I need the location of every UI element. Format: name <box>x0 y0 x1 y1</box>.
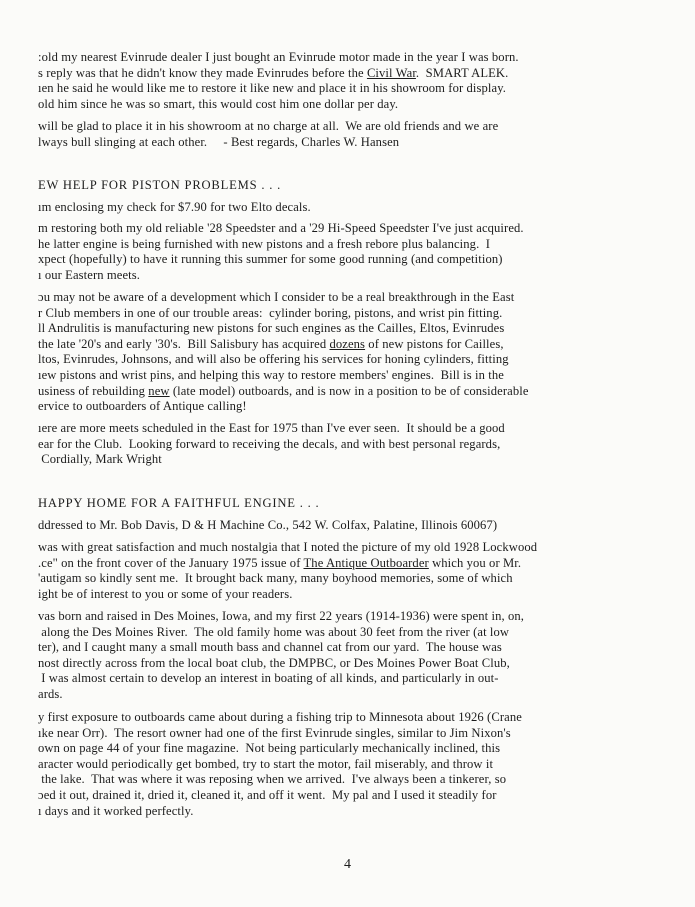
paragraph-line: m restoring both my old reliable '28 Speedster and a '29 Hi-Speed Speedster I've just acquired. <box>38 221 524 235</box>
paragraph-line: ddressed to Mr. Bob Davis, D & H Machine Co., 542 W. Colfax, Palatine, Illinois 60067) <box>38 518 498 532</box>
letter-1 <box>38 50 678 112</box>
section-title: EW HELP FOR PISTON PROBLEMS . . . <box>38 178 282 192</box>
paragraph-line: ı our Eastern meets. <box>38 267 141 282</box>
paragraph <box>38 290 678 415</box>
paragraph-line: Cordially, Mark Wright <box>38 452 162 467</box>
paragraph-line: ɔu may not be aware of a development which I consider to be a real breakthrough in the East <box>38 290 515 304</box>
paragraph-line: 'autigam so kindly sent me. It brought back many, many boyhood memories, some of which <box>38 571 513 586</box>
paragraph <box>38 609 678 703</box>
paragraph-line: ear for the Club. Looking forward to receiving the decals, and with best personal regards, <box>38 436 501 451</box>
page-number: 4 <box>344 857 351 872</box>
paragraph-line: y first exposure to outboards came about during a fishing trip to Minnesota about 1926 (Crane <box>38 710 522 724</box>
paragraph-line: usiness of rebuilding new (late model) outboards, and is now in a position to be of considerable <box>38 383 529 398</box>
paragraph-line: r Club members in one of our trouble areas: cylinder boring, pistons, and wrist pin fitting. <box>38 305 503 320</box>
address-line <box>38 518 678 534</box>
paragraph-line: I was almost certain to develop an interest in boating of all kinds, and particularly in out- <box>38 671 499 686</box>
paragraph-line: will be glad to place it in his showroom at no charge at all. We are old friends and we are <box>38 119 499 133</box>
underlined-text: The Antique Outboarder <box>303 555 429 570</box>
paragraph <box>38 221 678 283</box>
underlined-text: dozens <box>329 336 366 351</box>
paragraph-line: along the Des Moines River. The old family home was about 30 feet from the river (at low <box>38 624 510 639</box>
paragraph-line: ll Andrulitis is manufacturing new pistons for such engines as the Cailles, Eltos, Evinrudes <box>38 321 505 336</box>
paragraph-line: aracter would periodically get bombed, try to start the motor, fail miserably, and throw it <box>38 756 494 771</box>
paragraph-line: was with great satisfaction and much nostalgia that I noted the picture of my old 1928 Lockwood <box>38 540 538 554</box>
paragraph-line: ɔed it out, drained it, dried it, cleaned it, and off it went. My pal and I used it steadily for <box>38 787 497 802</box>
paragraph <box>38 540 678 602</box>
paragraph-line: .ce" on the front cover of the January 1975 issue of The Antique Outboarder which you or Mr. <box>38 555 522 570</box>
paragraph <box>38 710 678 819</box>
paragraph-line: :old my nearest Evinrude dealer I just bought an Evinrude motor made in the year I was born. <box>38 50 519 64</box>
paragraph-line: xpect (hopefully) to have it running this summer for some good running (and competition) <box>38 252 503 267</box>
section-title: HAPPY HOME FOR A FAITHFUL ENGINE . . . <box>38 496 320 510</box>
paragraph-line: ı days and it worked perfectly. <box>38 803 194 818</box>
paragraph-line: own on page 44 of your fine magazine. Not being particularly mechanically inclined, this <box>38 741 501 756</box>
paragraph-line: ltos, Evinrudes, Johnsons, and will also be offering his services for honing cylinders, fitting <box>38 352 509 367</box>
paragraph-line: lways bull slinging at each other. - Best regards, Charles W. Hansen <box>38 134 400 149</box>
paragraph-line: s reply was that he didn't know they made Evinrudes before the Civil War. SMART ALEK. <box>38 65 509 80</box>
paragraph-line: ıew pistons and wrist pins, and helping this way to restore members' engines. Bill is in the <box>38 367 504 382</box>
paragraph-line: ıen he said he would like me to restore it like new and place it in his showroom for display. <box>38 81 507 96</box>
underlined-text: Civil War <box>366 65 416 80</box>
paragraph <box>38 421 678 468</box>
paragraph-line: nost directly across from the local boat club, the DMPBC, or Des Moines Power Boat Club, <box>38 655 510 670</box>
paragraph-line: ight be of interest to you or some of your readers. <box>38 586 293 601</box>
paragraph-line: vas born and raised in Des Moines, Iowa, and my first 22 years (1914-1936) were spent in, on, <box>38 609 525 623</box>
paragraph <box>38 200 678 216</box>
paragraph-line: the late '20's and early '30's. Bill Salisbury has acquired dozens of new pistons for Cailles, <box>38 336 504 351</box>
paragraph-line: ıke near Orr). The resort owner had one of the first Evinrude singles, similar to Jim Nixon's <box>38 725 511 740</box>
section-heading-piston <box>38 178 678 194</box>
paragraph-line: ım enclosing my check for $7.90 for two Elto decals. <box>38 200 311 214</box>
paragraph-line: old him since he was so smart, this would cost him one dollar per day. <box>38 96 399 111</box>
paragraph-line: ıere are more meets scheduled in the East for 1975 than I've ever seen. It should be a good <box>38 421 505 435</box>
paragraph-line: ervice to outboarders of Antique calling! <box>38 399 247 414</box>
letter-1-closing <box>38 119 678 150</box>
section-heading-happy-home <box>38 496 678 512</box>
paragraph-line: ards. <box>38 686 63 701</box>
paragraph-line: the lake. That was where it was reposing when we arrived. I've always been a tinkerer, so <box>38 772 507 787</box>
paragraph-line: ter), and I caught many a small mouth bass and channel cat from our yard. The house was <box>38 640 502 655</box>
underlined-text: new <box>148 383 170 398</box>
paragraph-line: he latter engine is being furnished with new pistons and a fresh rebore plus balancing. I <box>38 236 491 251</box>
